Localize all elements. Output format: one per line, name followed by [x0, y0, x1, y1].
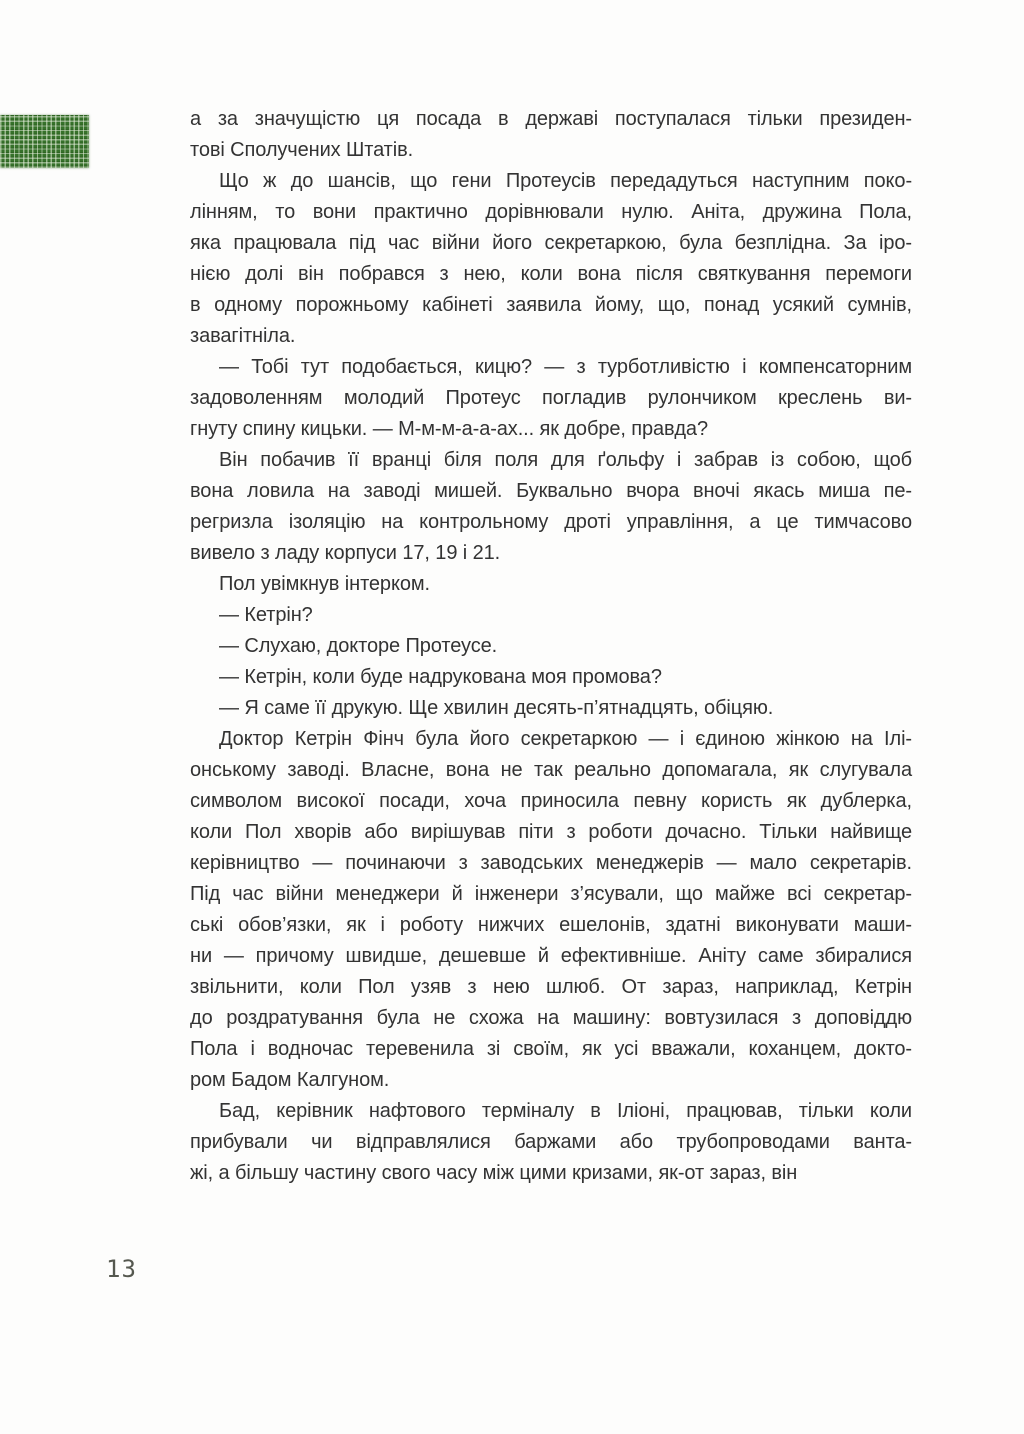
text-line: Під час війни менеджери й інженери з’ясували, що майже всі секретар- [190, 883, 912, 905]
text-line: Бад, керівник нафтового терміналу в Іліоні, працював, тільки коли [219, 1100, 912, 1122]
green-weave-pattern-decoration [0, 115, 89, 168]
text-line: звільнити, коли Пол узяв з нею шлюб. От зараз, наприклад, Кетрін [190, 976, 912, 998]
text-line: коли Пол хворів або вирішував піти з роботи дочасно. Тільки найвище [190, 821, 912, 843]
text-line: онському заводі. Власне, вона не так реально допомагала, як слугувала [190, 759, 912, 781]
text-line: нією долі він побрався з нею, коли вона після святкування перемоги [190, 263, 912, 285]
text-line: — Слухаю, докторе Протеусе. [219, 635, 498, 657]
text-line: Він побачив її вранці біля поля для ґольфу і забрав із собою, щоб [219, 449, 912, 471]
text-line: жі, а більшу частину свого часу між цими кризами, як-от зараз, він [190, 1162, 798, 1184]
text-line: яка працювала під час війни його секретаркою, була безплідна. За іро- [190, 232, 912, 254]
text-line: тові Сполучених Штатів. [190, 139, 414, 161]
text-line: Що ж до шансів, що гени Протеусів передадуться наступним поко- [219, 170, 912, 192]
text-line: Пола і водночас теревенила зі своїм, як усі вважали, коханцем, докто- [190, 1038, 912, 1060]
text-line: регризла ізоляцію на контрольному дроті управління, а це тимчасово [190, 511, 912, 533]
text-line: керівництво — починаючи з заводських менеджерів — мало секретарів. [190, 852, 912, 874]
text-line: в одному порожньому кабінеті заявила йому, що, понад усякий сумнів, [190, 294, 912, 316]
text-line: — Тобі тут подобається, кицю? — з турботливістю і компенсаторним [219, 356, 912, 378]
page-number: 13 [106, 1255, 137, 1283]
text-line: — Я саме її друкую. Ще хвилин десять-п’ятнадцять, обіцяю. [219, 697, 774, 719]
text-line: прибували чи відправлялися баржами або трубопроводами ванта- [190, 1131, 912, 1153]
text-block [190, 104, 912, 1189]
text-line: ські обов’язки, як і роботу нижчих ешелонів, здатні виконувати маши- [190, 914, 912, 936]
text-line: вона ловила на заводі мишей. Буквально вчора вночі якась миша пе- [190, 480, 912, 502]
text-line: гнуту спину кицьки. — М-м-м-а-а-ах... як добре, правда? [190, 418, 708, 440]
text-line: а за значущістю ця посада в державі поступалася тільки президен- [190, 108, 912, 130]
text-line: ни — причому швидше, дешевше й ефективніше. Аніту саме збиралися [190, 945, 912, 967]
text-line: Пол увімкнув інтерком. [219, 573, 430, 595]
text-line: ром Бадом Калгуном. [190, 1069, 390, 1091]
text-line: символом високої посади, хоча приносила певну користь як дублерка, [190, 790, 912, 812]
text-line: до роздратування була не схожа на машину: вовтузилася з доповіддю [190, 1007, 912, 1029]
text-line: вивело з ладу корпуси 17, 19 і 21. [190, 542, 501, 564]
text-line: — Кетрін? [219, 604, 313, 626]
text-line: Доктор Кетрін Фінч була його секретаркою — і єдиною жінкою на Ілі- [219, 728, 912, 750]
text-line: — Кетрін, коли буде надрукована моя промова? [219, 666, 662, 688]
text-line: завагітніла. [190, 325, 296, 347]
text-line: задоволенням молодий Протеус погладив рулончиком креслень ви- [190, 387, 912, 409]
text-line: лінням, то вони практично дорівнювали нулю. Аніта, дружина Пола, [190, 201, 912, 223]
